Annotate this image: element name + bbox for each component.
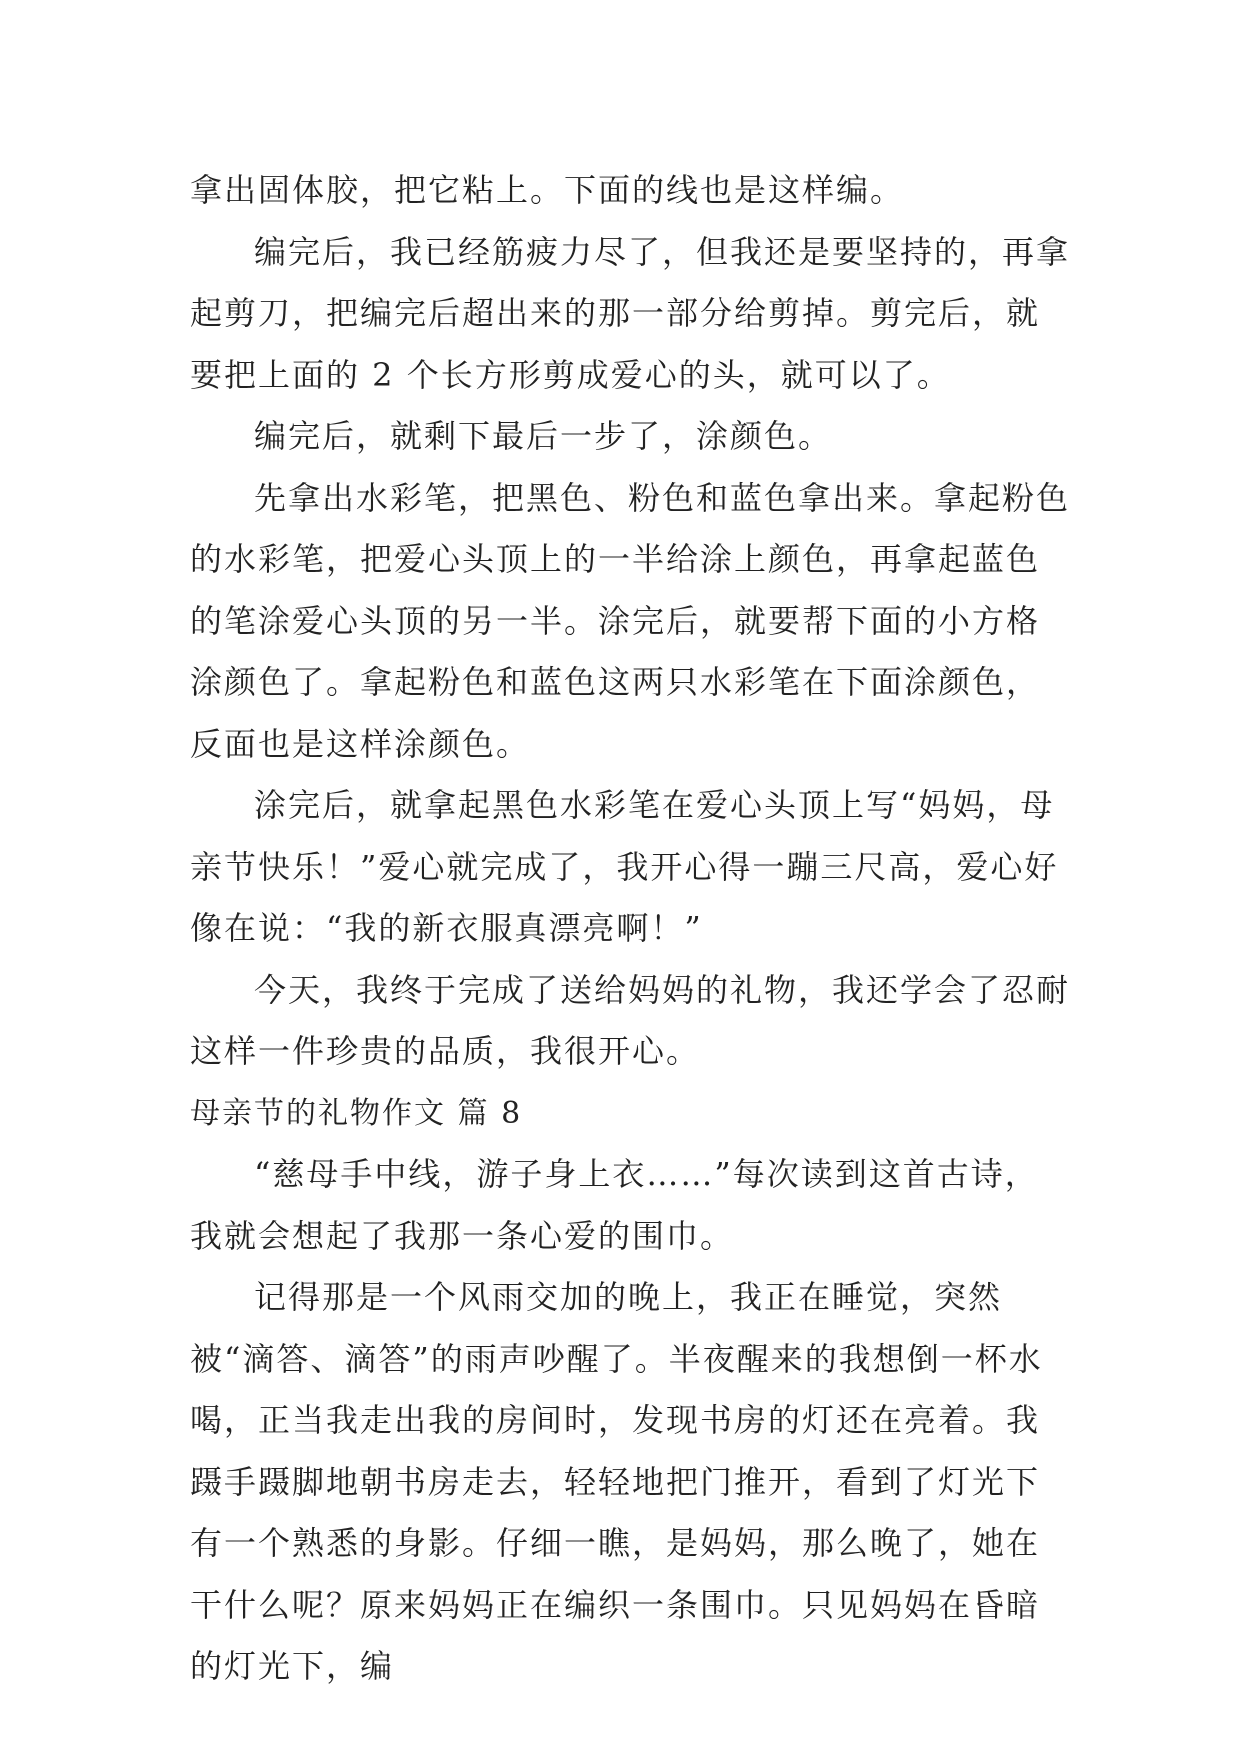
paragraph: 拿出固体胶，把它粘上。下面的线也是这样编。 bbox=[190, 171, 905, 209]
section-title: 母亲节的礼物作文 篇 8 bbox=[190, 1095, 523, 1131]
paragraph: 记得那是一个风雨交加的晚上，我正在睡觉，突然被“滴答、滴答”的雨声吵醒了。半夜醒来的我想倒一杯水喝，正当我走出我的房间时，发现书房的灯还在亮着。我蹑手蹑脚地朝书房走去，轻轻地把门推开，看到了灯光下有一个熟悉的身影。仔细一瞧，是妈妈，那么晚了，她在干什么呢？原来妈妈正在编织一条围巾。只见妈妈在昏暗的灯光下，编 bbox=[190, 1278, 1043, 1685]
paragraph: “慈母手中线，游子身上衣……”每次读到这首古诗，我就会想起了我那一条心爱的围巾。 bbox=[190, 1155, 1039, 1255]
paragraph: 编完后，就剩下最后一步了，涂颜色。 bbox=[254, 417, 833, 455]
document-body bbox=[190, 160, 1070, 1698]
paragraph: 编完后，我已经筋疲力尽了，但我还是要坚持的，再拿起剪刀，把编完后超出来的那一部分给剪掉。剪完后，就要把上面的 2 个长方形剪成爱心的头，就可以了。 bbox=[190, 232, 1071, 394]
paragraph: 今天，我终于完成了送给妈妈的礼物，我还学会了忍耐这样一件珍贵的品质，我很开心。 bbox=[190, 970, 1071, 1070]
paragraph: 先拿出水彩笔，把黑色、粉色和蓝色拿出来。拿起粉色的水彩笔，把爱心头顶上的一半给涂上颜色，再拿起蓝色的笔涂爱心头顶的另一半。涂完后，就要帮下面的小方格涂颜色了。拿起粉色和蓝色这两只水彩笔在下面涂颜色，反面也是这样涂颜色。 bbox=[190, 478, 1071, 763]
paragraph: 涂完后，就拿起黑色水彩笔在爱心头顶上写“妈妈，母亲节快乐！”爱心就完成了，我开心得一蹦三尺高，爱心好像在说：“我的新衣服真漂亮啊！” bbox=[190, 786, 1059, 947]
